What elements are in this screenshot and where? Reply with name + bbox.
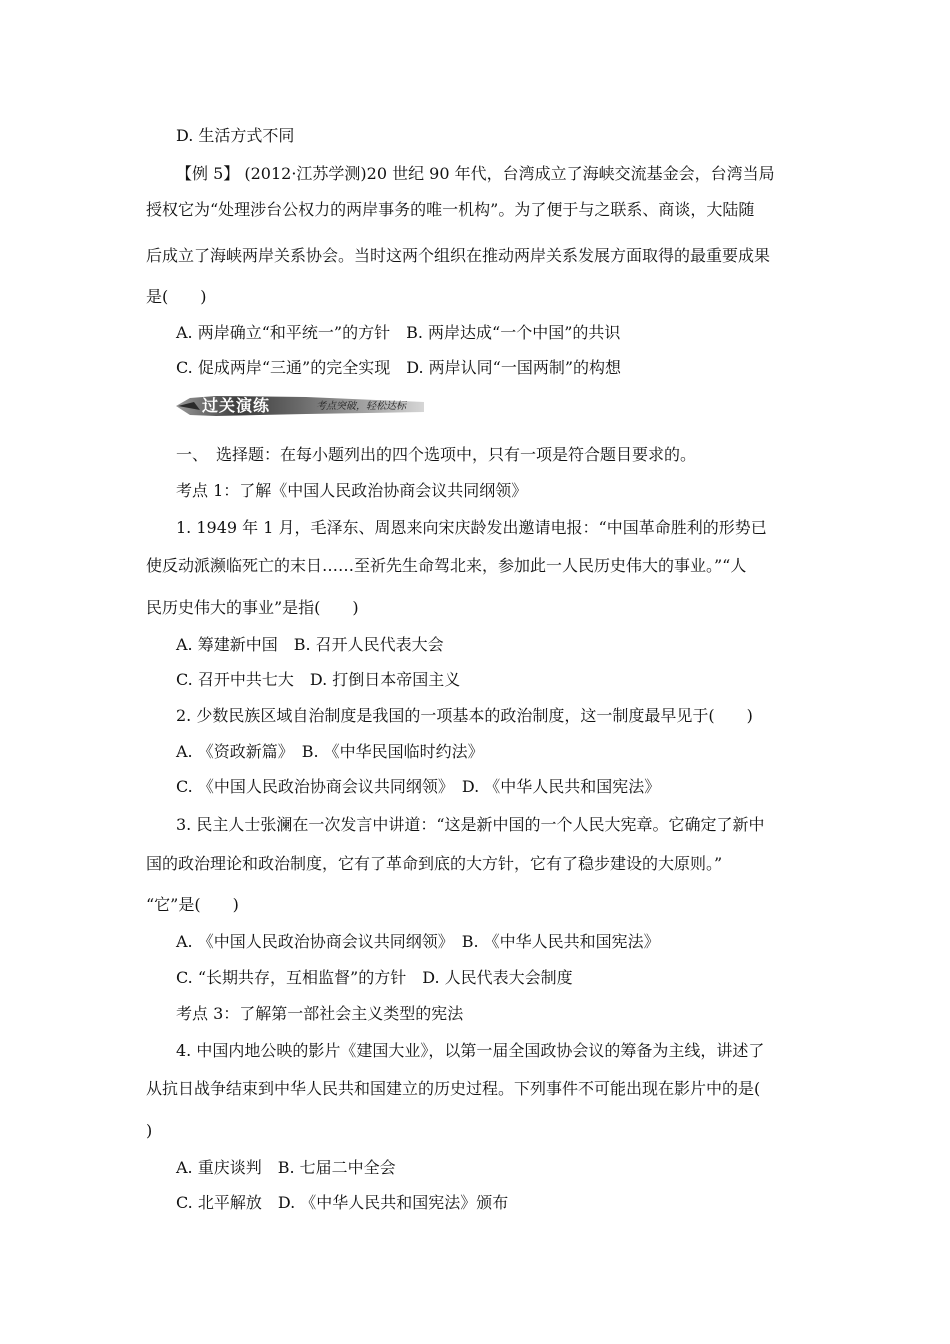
topic-1-heading: 考点 1：了解《中国人民政治协商会议共同纲领》 [176, 481, 528, 500]
option-d-line: D. 生活方式不同 [176, 126, 295, 145]
example-5-line-2: 授权它为“处理涉台公权力的两岸事务的唯一机构”。为了便于与之联系、商谈，大陆随 [146, 200, 755, 219]
banner-subtitle: 考点突破，轻松达标 [316, 401, 406, 412]
question-4-line-3: ) [146, 1121, 153, 1140]
example-5-line-3: 后成立了海峡两岸关系协会。当时这两个组织在推动两岸关系发展方面取得的最重要成果 [146, 246, 771, 265]
question-4-options-cd: C. 北平解放 D. 《中华人民共和国宪法》颁布 [176, 1193, 509, 1212]
question-3-line-3: “它”是( ) [146, 895, 239, 914]
question-4-line-1: 4. 中国内地公映的影片《建国大业》，以第一届全国政协会议的筹备为主线，讲述了 [176, 1041, 765, 1060]
question-2-options-ab: A. 《资政新篇》 B. 《中华民国临时约法》 [176, 742, 484, 761]
example-5-options-ab: A. 两岸确立“和平统一”的方针 B. 两岸达成“一个中国”的共识 [176, 323, 621, 342]
question-4-options-ab: A. 重庆谈判 B. 七届二中全会 [176, 1158, 396, 1177]
section-one-heading: 一、 选择题：在每小题列出的四个选项中，只有一项是符合题目要求的。 [176, 445, 697, 464]
question-3-line-2: 国的政治理论和政治制度，它有了革命到底的大方针，它有了稳步建设的大原则。” [146, 854, 723, 873]
question-3-options-cd: C. “长期共存，互相监督”的方针 D. 人民代表大会制度 [176, 968, 573, 987]
example-5-line-4: 是( ) [146, 287, 207, 306]
question-3-line-1: 3. 民主人士张澜在一次发言中讲道：“这是新中国的一个人民大宪章。它确定了新中 [176, 815, 765, 834]
question-1-line-1: 1. 1949 年 1 月，毛泽东、周恩来向宋庆龄发出邀请电报：“中国革命胜利的形势已 [176, 518, 767, 537]
question-1-line-3: 民历史伟大的事业”是指( ) [146, 598, 359, 617]
question-2-line-1: 2. 少数民族区域自治制度是我国的一项基本的政治制度，这一制度最早见于( ) [176, 706, 753, 725]
example-5-options-cd: C. 促成两岸“三通”的完全实现 D. 两岸认同“一国两制”的构想 [176, 358, 621, 377]
question-4-line-2: 从抗日战争结束到中华人民共和国建立的历史过程。下列事件不可能出现在影片中的是( [146, 1079, 761, 1098]
example-5-line-1: 【例 5】 (2012·江苏学测)20 世纪 90 年代，台湾成立了海峡交流基金会，台湾当局 [176, 164, 775, 183]
banner-title: 过关演练 [202, 396, 271, 415]
question-2-options-cd: C. 《中国人民政治协商会议共同纲领》 D. 《中华人民共和国宪法》 [176, 777, 661, 796]
question-3-options-ab: A. 《中国人民政治协商会议共同纲领》 B. 《中华人民共和国宪法》 [176, 932, 660, 951]
topic-3-heading: 考点 3：了解第一部社会主义类型的宪法 [176, 1004, 464, 1023]
section-banner [176, 394, 424, 418]
question-1-options-ab: A. 筹建新中国 B. 召开人民代表大会 [176, 635, 444, 654]
question-1-options-cd: C. 召开中共七大 D. 打倒日本帝国主义 [176, 670, 461, 689]
question-1-line-2: 使反动派濒临死亡的末日……至祈先生命驾北来，参加此一人民历史伟大的事业。”“人 [146, 556, 747, 575]
